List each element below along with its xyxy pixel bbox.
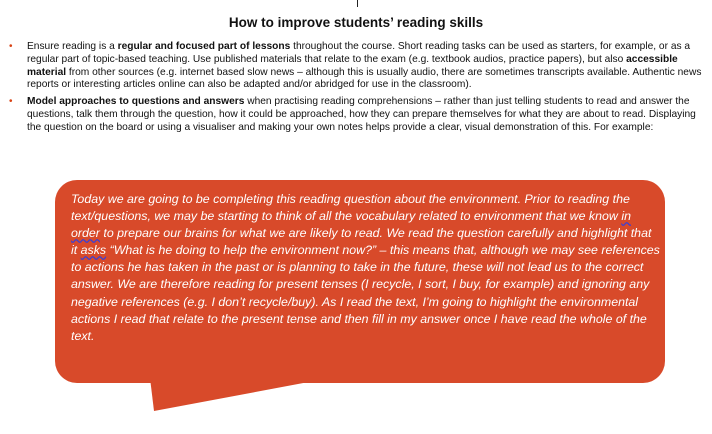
callout-text <box>71 191 661 345</box>
bullet-item-reading-regular <box>9 41 705 92</box>
bullet-seg-bold: regular and focused part of lessons <box>117 41 291 52</box>
callout-seg: Today we are going to be completing this reading question about the environment. Prior to reading the text/questions, we may be starting to think of all the vocabulary related to environment that we know <box>71 192 630 224</box>
bullet-seg-bold: accessible material <box>27 53 678 78</box>
bullet-seg: Ensure reading is a <box>27 41 118 52</box>
bullet-icon: • <box>9 41 13 52</box>
text-cursor <box>357 0 358 7</box>
bullet-seg: from other sources (e.g. internet based slow news – although this is usually audio, there are sometimes transcripts available. Authentic news reports or interesting articles online can also be adapted and/or abridged for use in the classroom). <box>27 66 702 91</box>
document-title: How to improve students’ reading skills <box>228 15 484 30</box>
bullet-icon: • <box>9 96 13 108</box>
bullet-seg-bold: Model approaches to questions and answers <box>27 96 245 108</box>
callout-seg-underlined: in order <box>71 209 631 241</box>
bullet-list <box>9 41 705 139</box>
bullet-item-model-approaches <box>9 96 705 134</box>
bullet-seg: throughout the course. Short reading tasks can be used as starters, for example, or as a regular part of topic-based teaching. Use published materials that relate to the exam (e.g. textbook audios, practice papers), but also <box>27 41 691 65</box>
bullet-seg: when practising reading comprehensions – rather than just telling students to read and answer the questions, talk them through the question, how it could be approached, how they can prepare themselves for what they are about to read. Displaying the question on the board or using a visualiser and making your own notes helps provide a clear, visual demonstration of this. For example: <box>27 96 696 133</box>
callout-seg: to prepare our brains for what we are likely to read. We read the question carefully and highlight that it <box>71 226 652 258</box>
callout-seg: “What is he doing to help the environment now?” – this means that, although we may see references to actions he has taken in the past or is planning to take in the future, these will not lead us to the correct answer. We are therefore reading for present tenses (I recycle, I sort, I buy, for example) and ignoring any negative references (e.g. I don’t recycle/buy). As I read the text, I’m going to highlight the environmental actions I read that relate to the present tense and then fill in my answer once I have read the whole of the text. <box>71 243 660 343</box>
callout-seg-underlined: asks <box>80 243 107 258</box>
